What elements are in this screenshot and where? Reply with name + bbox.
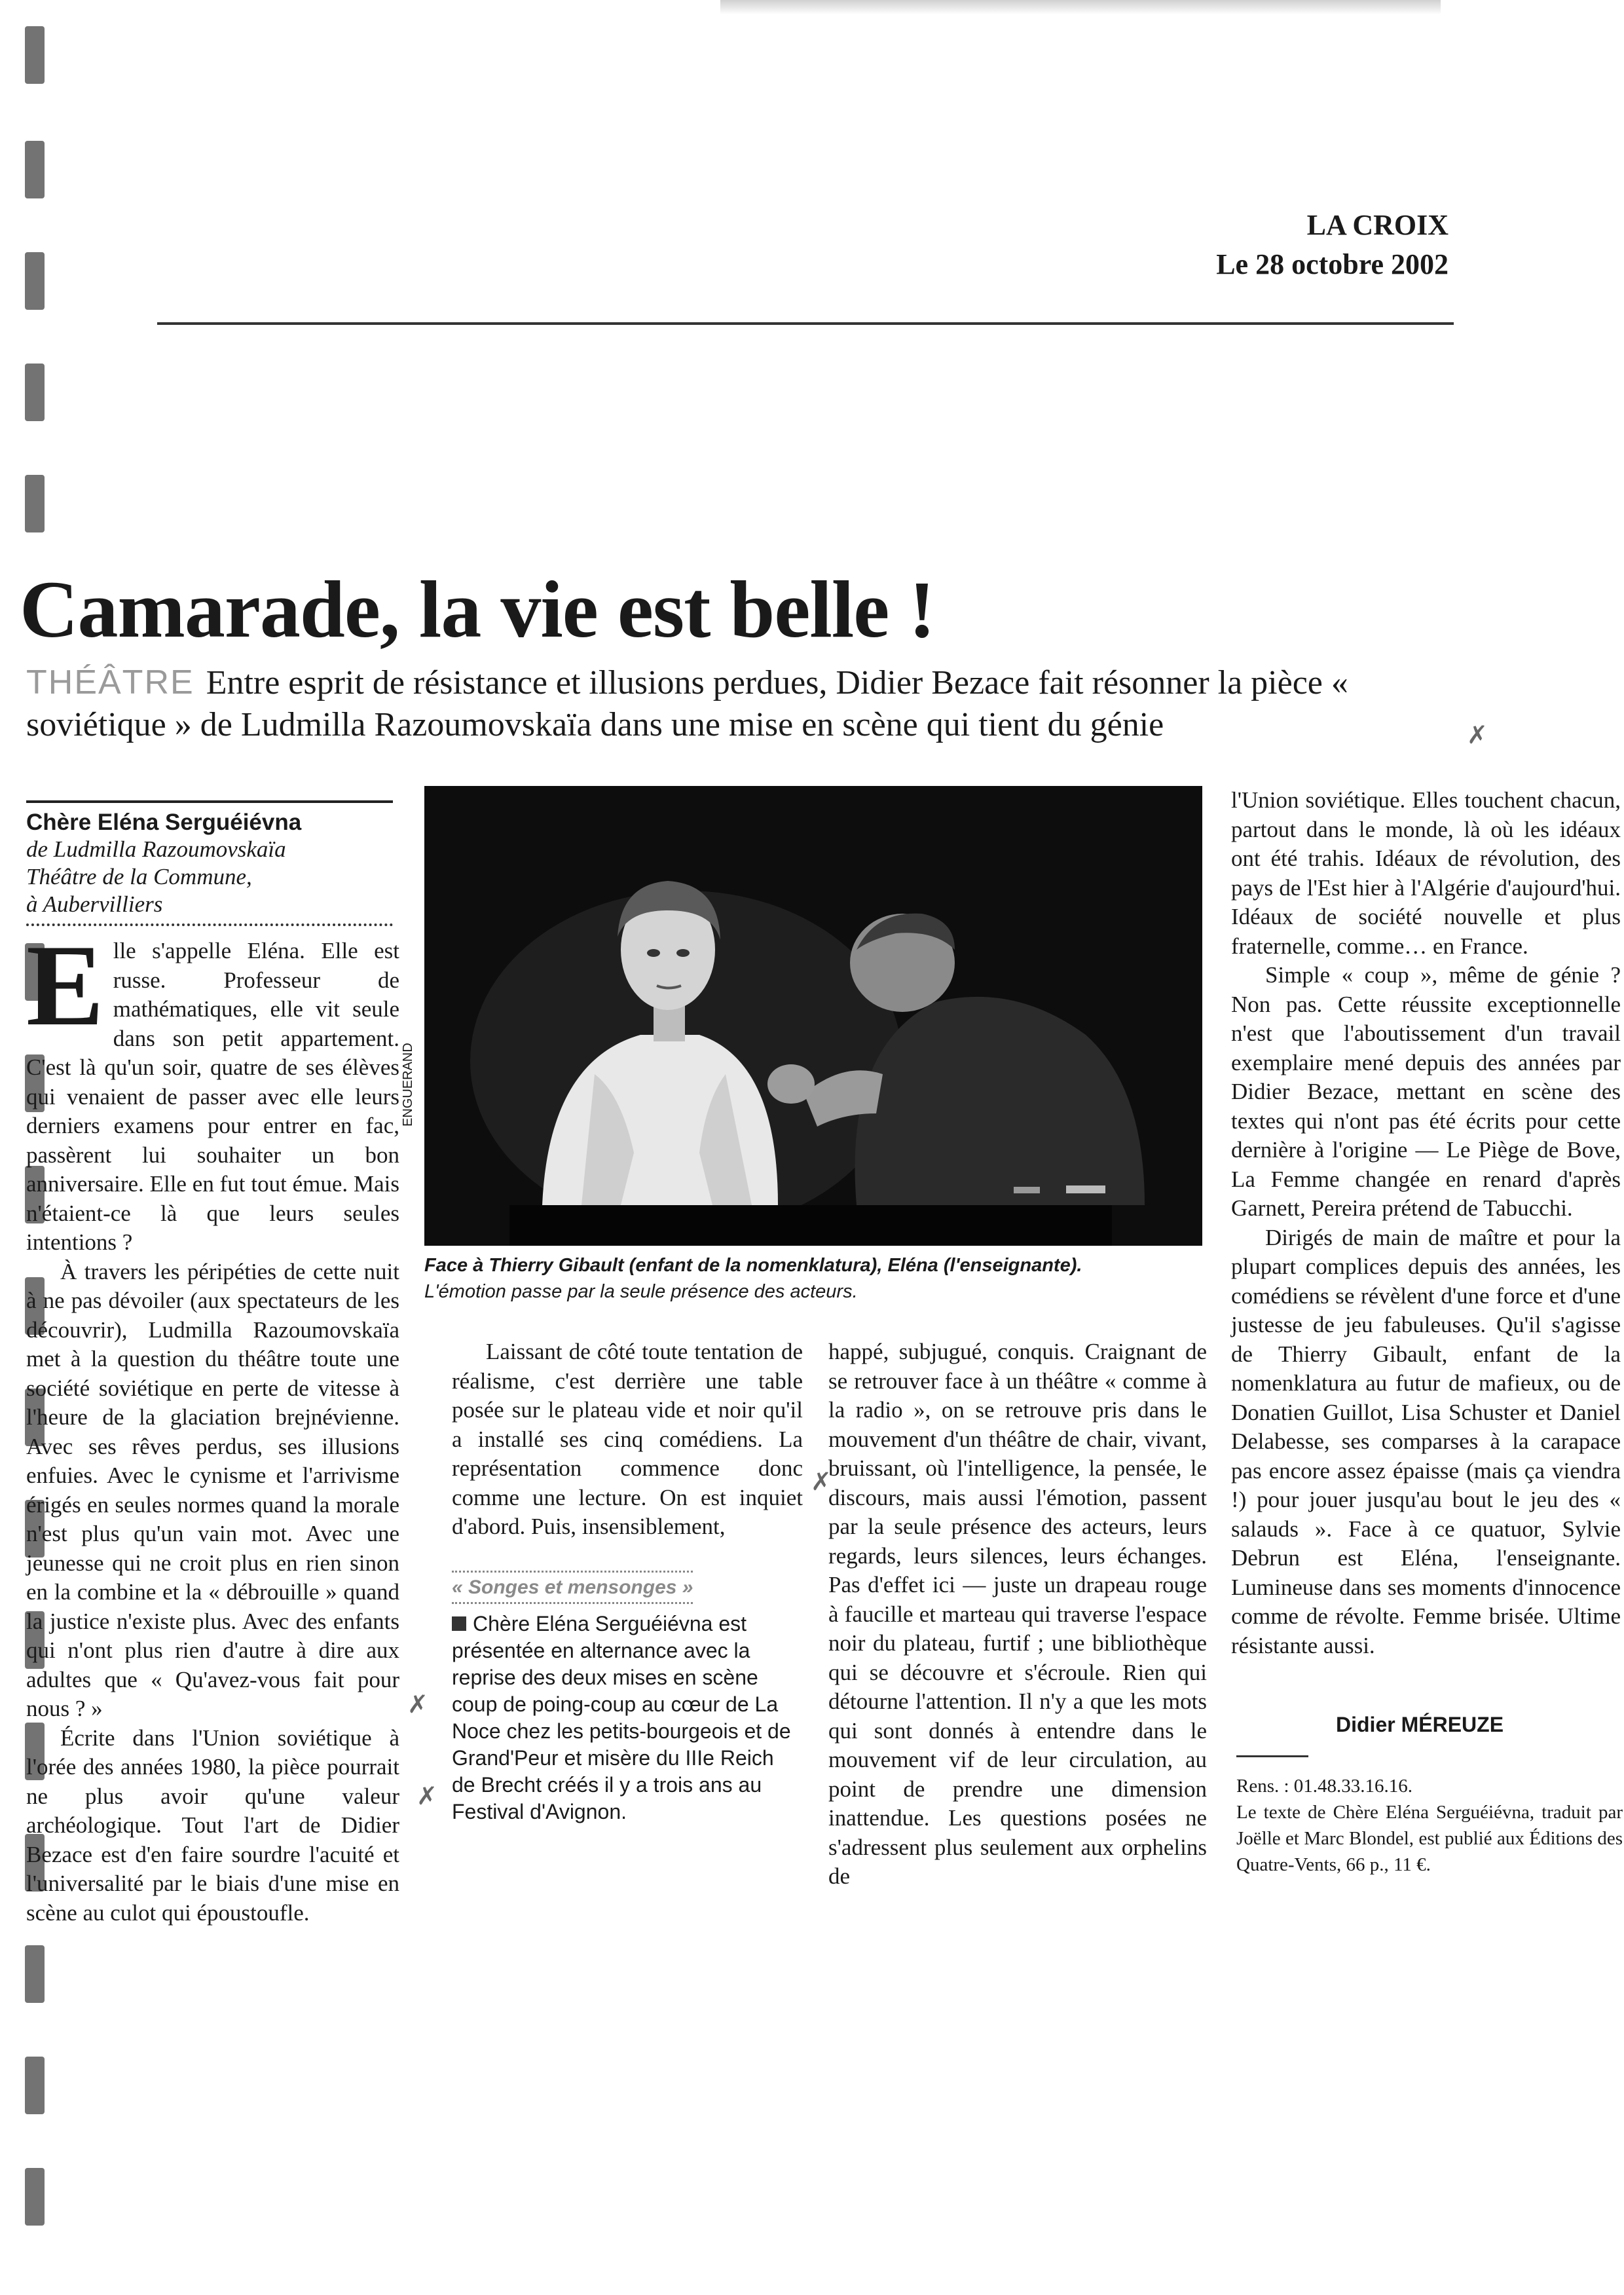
bullet-square-icon xyxy=(452,1616,466,1631)
paragraph: Elle s'appelle Eléna. Elle est russe. Professeur de mathématiques, elle vit seule dans son petit appartement. C'est là qu'un soir, quatre de ses élèves qui venaient de passer avec elle leurs derniers examens pour entrer en fac, passèrent lui souhaiter un bon anniversaire. Elle en fut tout émue. Mais n'étaient-ce là que leurs seules intentions ? xyxy=(26,920,399,1255)
article-column-2 xyxy=(452,1337,803,1542)
headline: Camarade, la vie est belle ! xyxy=(20,565,935,654)
paragraph: Simple « coup », même de génie ? Non pas. Cette réussite exceptionnelle n'est que l'aboutissement d'un travail exemplaire mené depuis des années par Didier Bezace, mettant en scène des textes qui n'ont pas été écrits pour cette dernière à l'origine — Le Piège de Bove, La Femme changée en renard d'après Garnett, Pereira prétend de Tabucchi. xyxy=(1231,962,1621,1221)
drop-cap: E xyxy=(26,920,104,1050)
punch-hole xyxy=(25,2168,45,2226)
punch-hole xyxy=(25,364,45,421)
sidebar-box xyxy=(452,1571,792,1825)
photo-credit: ENGUERAND xyxy=(401,1043,415,1127)
sidebar-title: « Songes et mensonges » xyxy=(452,1571,693,1604)
paragraph: Dirigés de main de maître et pour la plupart complices depuis des années, les comédiens se révèlent d'une force et d'une justesse de jeu fabuleuses. Qu'il s'agisse de Thierry Gibault, enfant de la nomenklatura au futur de mafieux, ou de Donatien Guillot, Lisa Schuster et Daniel Delabesse, ses comparses à la carapace pas encore assez épaisse (mais ça viendra !) pour jouer jusqu'au bout le jeu des « salauds ». Face à ce quatuor, Sylvie Debrun est Eléna, l'enseignante. Lumineuse dans ses moments d'innocence comme de révolte. Femme brisée. Ultime résistante aussi. xyxy=(1231,1224,1621,1658)
punch-hole xyxy=(25,1945,45,2003)
play-city: à Aubervilliers xyxy=(26,891,163,917)
practical-info xyxy=(1236,1755,1623,1878)
paragraph: À travers les péripéties de cette nuit à ne pas dévoiler (aux spectateurs de les découvrir), Ludmilla Razoumovskaïa met à la question du théâtre toute une société soviétique en perte de vitesse à l'heure de la glaciation brejnévienne. Avec ses rêves perdus, ses illusions enfuies. Avec le cynisme et l'arrivisme érigés en seules normes quand la morale n'est plus qu'un vain mot. Avec une jeunesse qui ne croit plus en rien sinon en la combine et la « débrouille » quand la justice n'existe plus. Avec des enfants qui n'ont plus rien d'autre à dire aux adultes que « Qu'avez-vous fait pour nous ? » xyxy=(26,1258,399,1721)
photo-caption xyxy=(424,1252,1210,1305)
scan-top-edge xyxy=(720,0,1441,14)
play-title: Chère Eléna Serguéiévna xyxy=(26,810,302,835)
info-publication-note: Le texte de Chère Eléna Serguéiévna, traduit par Joëlle et Marc Blondel, est publié aux Éditions des Quatre-Vents, 66 p., 11 €. xyxy=(1236,1802,1623,1875)
article-column-3 xyxy=(828,1337,1207,1892)
info-divider xyxy=(1236,1755,1308,1757)
sidebar-text: Chère Eléna Serguéiévna est présentée en alternance avec la reprise des deux mises en scène coup de poing-coup au cœur de La Noce chez les petits-bourgeois et de Grand'Peur et misère du IIIe Reich de Brecht créés il y a trois ans au Festival d'Avignon. xyxy=(452,1612,791,1823)
deck-text: Entre esprit de résistance et illusions perdues, Didier Bezace fait résonner la pièce « soviétique » de Ludmilla Razoumovskaïa dans une mise en scène qui tient du génie xyxy=(26,664,1348,743)
newspaper-name: LA CROIX xyxy=(1306,209,1449,241)
header-rule xyxy=(157,322,1454,325)
stage-photo xyxy=(424,786,1202,1246)
stage-photo-image xyxy=(424,786,1202,1246)
section-tag: THÉÂTRE xyxy=(26,663,194,701)
punch-hole xyxy=(25,252,45,310)
publication-date: Le 28 octobre 2002 xyxy=(1216,248,1449,280)
pen-mark-icon: ✗ xyxy=(1467,720,1488,749)
pen-mark-icon: ✗ xyxy=(407,1690,428,1719)
caption-line-1: Face à Thierry Gibault (enfant de la nomenklatura), Eléna (l'enseignante). xyxy=(424,1255,1082,1276)
paragraph: l'Union soviétique. Elles touchent chacun, partout dans le monde, là où les idéaux ont été trahis. Idéaux de révolution, des pays de l'Est hier à l'Algérie d'aujourd'hui. Idéaux de société nouvelle et plus fraternelle, comme… en France. xyxy=(1231,787,1621,959)
punch-hole xyxy=(25,2057,45,2114)
author-signature: Didier MÉREUZE xyxy=(1336,1713,1504,1736)
play-author: de Ludmilla Razoumovskaïa xyxy=(26,836,286,862)
article-column-1 xyxy=(26,920,399,1928)
article-column-4 xyxy=(1231,786,1621,1660)
play-venue: Théâtre de la Commune, xyxy=(26,864,252,889)
paragraph: happé, subjugué, conquis. Craignant de se retrouver face à un théâtre « comme à la radio », on se retrouve pris dans le mouvement d'un théâtre de chair, vivant, bruissant, où l'intelligence, la pensée, le discours, mais aussi l'émotion, passent par la seule présence des acteurs, leurs regards, leurs silences, leurs échanges. Pas d'effet ici — juste un drapeau rouge à faucille et marteau qui traverse l'espace noir du plateau, furtif ; une bibliothèque qui se découvre et s'écroule. Rien qui détourne l'attention. Il n'y a que les mots qui sont donnés à entendre dans le mouvement vif de leur circulation, au point de prendre une dimension inattendue. Les questions posées ne s'adressent plus seulement aux orphelins de xyxy=(828,1339,1207,1889)
pen-mark-icon: ✗ xyxy=(811,1467,832,1496)
info-phone: Rens. : 01.48.33.16.16. xyxy=(1236,1776,1413,1797)
play-credits xyxy=(26,800,393,926)
paragraph: Écrite dans l'Union soviétique à l'orée des années 1980, la pièce pourrait ne plus avoir qu'une valeur archéologique. Tout l'art de Didier Bezace est d'en faire sourdre l'acuité et l'universalité par le biais d'une mise en scène au culot qui époustoufle. xyxy=(26,1725,399,1926)
punch-hole xyxy=(25,475,45,532)
paragraph: Laissant de côté toute tentation de réalisme, c'est derrière une table posée sur le plateau vide et noir qu'il a installé ses cinq comédiens. La représentation commence donc comme une lecture. On est inquiet d'abord. Puis, insensiblement, xyxy=(452,1339,803,1539)
punch-hole xyxy=(25,141,45,198)
pen-mark-icon: ✗ xyxy=(416,1782,437,1810)
caption-line-2: L'émotion passe par la seule présence des acteurs. xyxy=(424,1281,858,1302)
deck xyxy=(26,662,1460,746)
punch-hole xyxy=(25,26,45,84)
